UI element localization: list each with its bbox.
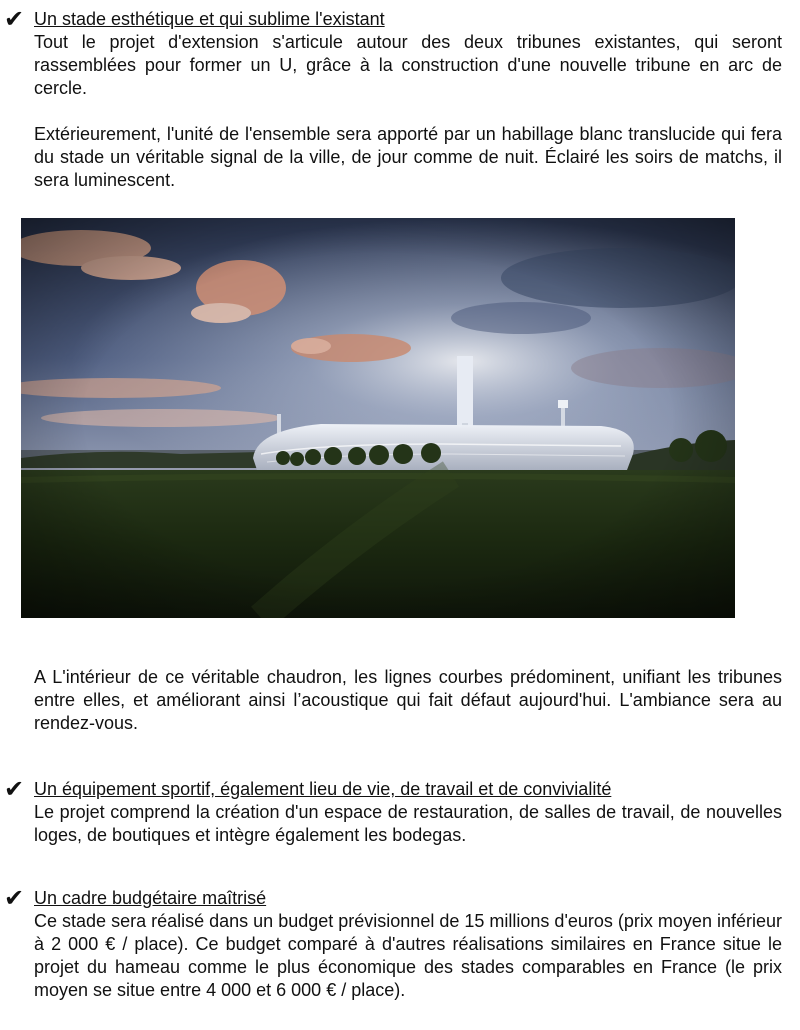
section-title: Un stade esthétique et qui sublime l'existant — [34, 9, 385, 29]
section-interior — [0, 666, 800, 735]
stadium-photo — [21, 218, 735, 618]
section-heading — [0, 775, 800, 803]
stadium-illustration — [21, 218, 735, 618]
paragraph: A L'intérieur de ce véritable chaudron, les lignes courbes prédominent, unifiant les tribunes entre elles, et améliorant ainsi l’acoustique qui fait défaut aujourd'hui. L'ambiance sera au rendez-vous. — [34, 667, 782, 733]
paragraph: Tout le projet d'extension s'articule autour des deux tribunes existantes, qui seront rassemblées pour former un U, grâce à la construction d'une nouvelle tribune en arc de cercle. — [34, 32, 782, 98]
section-heading — [0, 5, 800, 33]
checkmark-icon: ✔ — [4, 775, 25, 803]
section-title: Un cadre budgétaire maîtrisé — [34, 888, 267, 908]
paragraph: Ce stade sera réalisé dans un budget prévisionnel de 15 millions d'euros (prix moyen inférieur à 2 000 € / place). Ce budget comparé à d'autres réalisations similaires en France situe le projet du hameau comme le plus économique des stades comparables en France (le prix moyen se situe entre 4 000 et 6 000 € / place). — [34, 911, 782, 1000]
section-budget — [0, 884, 800, 1002]
section-equipment — [0, 775, 800, 847]
section-title: Un équipement sportif, également lieu de vie, de travail et de convivialité — [34, 779, 612, 799]
paragraph: Extérieurement, l'unité de l'ensemble sera apporté par un habillage blanc translucide qui fera du stade un véritable signal de la ville, de jour comme de nuit. Éclairé les soirs de matchs, il sera luminescent. — [34, 124, 782, 190]
paragraph: Le projet comprend la création d'un espace de restauration, de salles de travail, de nouvelles loges, de boutiques et intègre également les bodegas. — [34, 802, 782, 845]
checkmark-icon: ✔ — [4, 5, 25, 33]
checkmark-icon: ✔ — [4, 884, 25, 912]
section-aesthetic — [0, 5, 800, 192]
section-heading — [0, 884, 800, 912]
